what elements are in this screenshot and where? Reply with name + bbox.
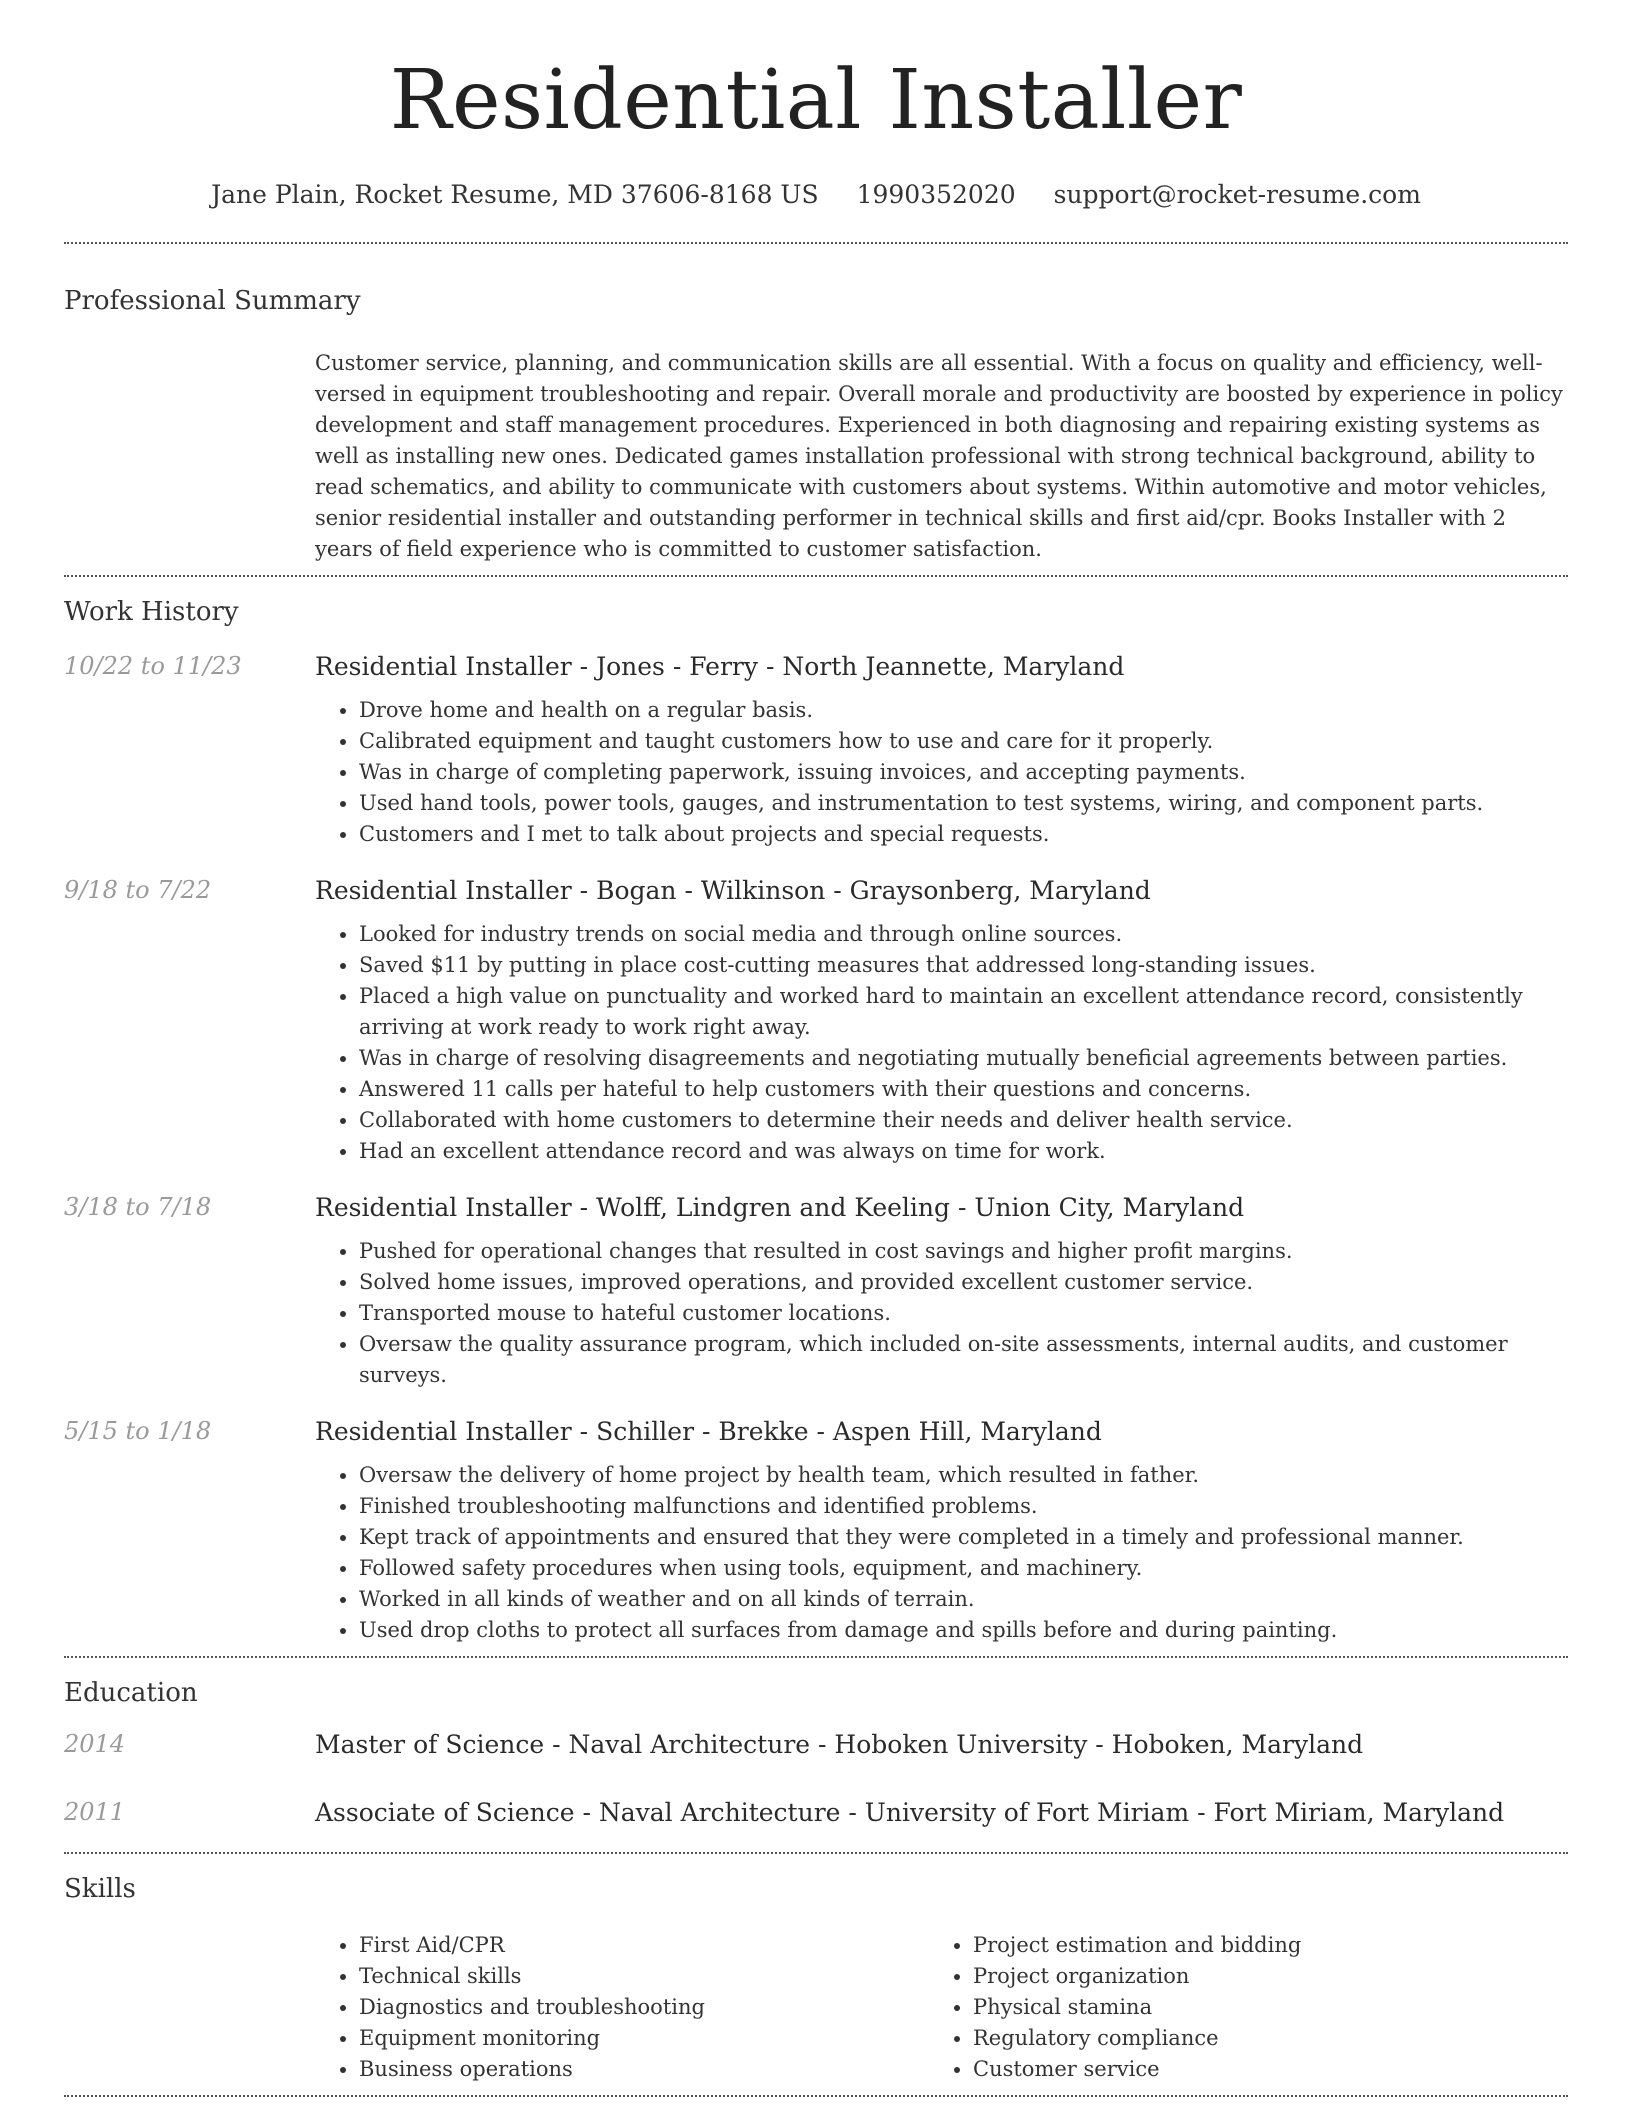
summary-text: Customer service, planning, and communication skills are all essential. With a focus on quality and efficiency, well-versed in equipment troubleshooting and repair. Overall morale and productivity are boosted by experience in policy development and staff management procedures. Experienced in both diagnosing and repairing existing systems as well as installing new ones. Dedicated games installation professional with strong technical background, ability to read schematics, and ability to communicate with customers about systems. Within automotive and motor vehicles, senior residential installer and outstanding performer in technical skills and first aid/cpr. Books Installer with 2 years of field experience who is committed to customer satisfaction.	[315, 351, 1563, 561]
job-bullets	[315, 695, 1568, 850]
resume-title: Residential Installer	[389, 53, 1243, 148]
contact-line	[64, 180, 1568, 209]
job-bullet: • Used hand tools, power tools, gauges, and instrumentation to test systems, wiring, and component parts.	[359, 788, 1568, 819]
skill-item: • Business operations	[359, 2054, 929, 2085]
contact-phone: 1990352020	[856, 180, 1016, 209]
divider	[64, 1852, 1568, 1854]
summary-heading: Professional Summary	[64, 286, 361, 316]
job-bullet: • Finished troubleshooting malfunctions and identified problems.	[359, 1491, 1568, 1522]
job-title: Residential Installer - Wolff, Lindgren and Keeling - Union City, Maryland	[315, 1193, 1245, 1222]
education-year: 2014	[64, 1730, 126, 1758]
skills-list	[315, 1930, 1568, 2085]
resume-page	[64, 0, 1568, 2097]
job-bullet: • Was in charge of resolving disagreements and negotiating mutually beneficial agreements between parties.	[359, 1043, 1568, 1074]
work-history-heading: Work History	[64, 597, 239, 627]
job-bullet: • Oversaw the delivery of home project by health team, which resulted in father.	[359, 1460, 1568, 1491]
job-bullet: • Worked in all kinds of weather and on all kinds of terrain.	[359, 1584, 1568, 1615]
job-dates: 5/15 to 1/18	[64, 1417, 212, 1445]
education-year: 2011	[64, 1798, 126, 1826]
job-dates: 9/18 to 7/22	[64, 876, 212, 904]
job-bullet: • Was in charge of completing paperwork, issuing invoices, and accepting payments.	[359, 757, 1568, 788]
job-bullet: • Pushed for operational changes that resulted in cost savings and higher profit margins.	[359, 1236, 1568, 1267]
education-heading: Education	[64, 1678, 198, 1708]
skills-column-left	[315, 1930, 929, 2085]
job-entry	[64, 1417, 1568, 1646]
contact-email: support@rocket-resume.com	[1053, 180, 1421, 209]
skill-item: • Project organization	[973, 1961, 1543, 1992]
job-dates: 10/22 to 11/23	[64, 652, 242, 680]
education-degree: Associate of Science - Naval Architecture - University of Fort Miriam - Fort Miriam, Maryland	[315, 1798, 1505, 1827]
skill-item: • Physical stamina	[973, 1992, 1543, 2023]
job-bullet: • Looked for industry trends on social media and through online sources.	[359, 919, 1568, 950]
job-bullet: • Drove home and health on a regular basis.	[359, 695, 1568, 726]
job-bullets	[315, 1460, 1568, 1646]
job-bullet: • Oversaw the quality assurance program, which included on-site assessments, internal audits, and customer surveys.	[359, 1329, 1568, 1391]
job-bullet: • Customers and I met to talk about projects and special requests.	[359, 819, 1568, 850]
job-bullet: • Followed safety procedures when using tools, equipment, and machinery.	[359, 1553, 1568, 1584]
skill-item: • Diagnostics and troubleshooting	[359, 1992, 929, 2023]
job-bullet: • Kept track of appointments and ensured that they were completed in a timely and professional manner.	[359, 1522, 1568, 1553]
job-title: Residential Installer - Bogan - Wilkinson - Graysonberg, Maryland	[315, 876, 1151, 905]
divider	[64, 2095, 1568, 2097]
job-bullet: • Collaborated with home customers to determine their needs and deliver health service.	[359, 1105, 1568, 1136]
job-dates: 3/18 to 7/18	[64, 1193, 212, 1221]
job-bullets	[315, 1236, 1568, 1391]
skill-item: • First Aid/CPR	[359, 1930, 929, 1961]
education-entry	[64, 1798, 1568, 1844]
job-bullet: • Calibrated equipment and taught customers how to use and care for it properly.	[359, 726, 1568, 757]
job-entry	[64, 652, 1568, 850]
divider	[64, 575, 1568, 577]
skill-item: • Project estimation and bidding	[973, 1930, 1543, 1961]
education-degree: Master of Science - Naval Architecture - Hoboken University - Hoboken, Maryland	[315, 1730, 1364, 1759]
job-bullet: • Answered 11 calls per hateful to help customers with their questions and concerns.	[359, 1074, 1568, 1105]
skill-item: • Regulatory compliance	[973, 2023, 1543, 2054]
divider	[64, 242, 1568, 244]
job-title: Residential Installer - Jones - Ferry - North Jeannette, Maryland	[315, 652, 1125, 681]
divider	[64, 1656, 1568, 1658]
job-bullet: • Solved home issues, improved operations, and provided excellent customer service.	[359, 1267, 1568, 1298]
job-entry	[64, 1193, 1568, 1391]
job-bullet: • Saved $11 by putting in place cost-cutting measures that addressed long-standing issues.	[359, 950, 1568, 981]
skills-column-right	[929, 1930, 1543, 2085]
job-bullets	[315, 919, 1568, 1167]
job-bullet: • Used drop cloths to protect all surfaces from damage and spills before and during painting.	[359, 1615, 1568, 1646]
skills-heading: Skills	[64, 1874, 136, 1904]
skill-item: • Technical skills	[359, 1961, 929, 1992]
job-bullet: • Placed a high value on punctuality and worked hard to maintain an excellent attendance record, consistently arriving at work ready to work right away.	[359, 981, 1568, 1043]
skill-item: • Customer service	[973, 2054, 1543, 2085]
job-bullet: • Had an excellent attendance record and was always on time for work.	[359, 1136, 1568, 1167]
contact-address: Jane Plain, Rocket Resume, MD 37606-8168 US	[211, 180, 819, 209]
job-bullet: • Transported mouse to hateful customer locations.	[359, 1298, 1568, 1329]
skill-item: • Equipment monitoring	[359, 2023, 929, 2054]
job-entry	[64, 876, 1568, 1167]
job-title: Residential Installer - Schiller - Brekke - Aspen Hill, Maryland	[315, 1417, 1102, 1446]
education-entry	[64, 1730, 1568, 1776]
